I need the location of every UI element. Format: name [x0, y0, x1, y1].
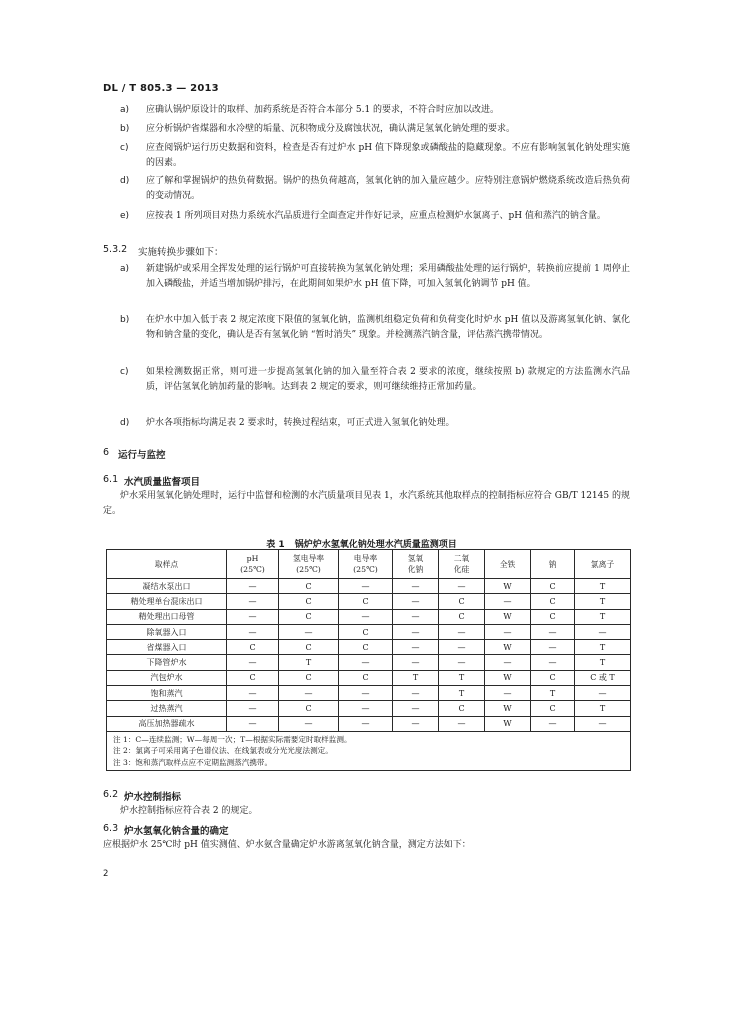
- table-cell: —: [575, 686, 631, 701]
- list-item-label: c): [120, 367, 129, 377]
- section-number: 5.3.2: [103, 244, 128, 255]
- table-cell: —: [393, 609, 439, 624]
- table-cell: W: [485, 716, 531, 731]
- table-note: 注 3：饱和蒸汽取样点应不定期监测蒸汽携带。: [113, 757, 273, 767]
- list-item-label: c): [120, 143, 129, 153]
- table-cell: C: [531, 701, 575, 716]
- table-cell: —: [531, 624, 575, 639]
- table-cell: —: [227, 609, 279, 624]
- table-cell: —: [439, 624, 485, 639]
- page-number: 2: [103, 869, 109, 879]
- table-cell: C: [439, 609, 485, 624]
- table-cell: W: [485, 579, 531, 594]
- monitoring-table: [106, 549, 631, 771]
- table-column-header: 电导率 (25℃): [339, 550, 393, 579]
- table-cell: C: [339, 640, 393, 655]
- table-cell: —: [393, 624, 439, 639]
- list-item: [120, 209, 630, 224]
- table-cell: C: [279, 670, 339, 685]
- table-cell: T: [531, 686, 575, 701]
- table-cell: —: [227, 655, 279, 670]
- paragraph: 炉水控制指标应符合表 2 的规定。: [120, 806, 258, 816]
- table-cell: —: [227, 594, 279, 609]
- table-cell: —: [393, 686, 439, 701]
- table-cell: C: [339, 670, 393, 685]
- list-item: [120, 365, 630, 395]
- table-cell: —: [393, 640, 439, 655]
- list-item-text: 新建锅炉或采用全挥发处理的运行锅炉可直接转换为氢氧化钠处理；采用磷酸盐处理的运行锅炉，转换前应提前 1 周停止加入磷酸盐，并适当增加锅炉排污，在此期间如果炉水 pH 值下降，可加入氢氧化钠调节 pH 值。: [146, 264, 630, 290]
- table-cell: W: [485, 609, 531, 624]
- table-cell: C: [227, 640, 279, 655]
- table-cell: T: [575, 640, 631, 655]
- list-item-label: d): [120, 418, 130, 428]
- table-row: [107, 701, 631, 716]
- table-cell: T: [575, 701, 631, 716]
- table-cell: T: [439, 670, 485, 685]
- table-cell: —: [227, 624, 279, 639]
- table-cell: —: [393, 655, 439, 670]
- list-item-text: 应了解和掌握锅炉的热负荷数据。锅炉的热负荷越高，氢氧化钠的加入量应越少。应特别注意锅炉燃烧系统改造后热负荷的变动情况。: [146, 176, 630, 202]
- table-cell: T: [393, 670, 439, 685]
- paragraph: 炉水采用氢氧化钠处理时，运行中监督和检测的水汽质量项目见表 1，水汽系统其他取样点的控制指标应符合 GB/T 12145 的规定。: [103, 491, 630, 517]
- table-cell: —: [393, 579, 439, 594]
- table-row: [107, 686, 631, 701]
- list-item: [120, 416, 630, 431]
- table-cell: —: [575, 624, 631, 639]
- list-item-label: b): [120, 124, 130, 134]
- table-cell: —: [339, 716, 393, 731]
- table-title: 锅炉炉水氢氧化钠处理水汽质量监测项目: [294, 540, 457, 550]
- sampling-point-cell: 省煤器入口: [107, 640, 227, 655]
- table-cell: W: [485, 701, 531, 716]
- table-column-header: 全铁: [485, 550, 531, 579]
- list-item: [120, 103, 630, 118]
- table-cell: —: [279, 716, 339, 731]
- section-title: 水汽质量监督项目: [124, 477, 201, 488]
- sampling-point-cell: 饱和蒸汽: [107, 686, 227, 701]
- table-cell: —: [531, 640, 575, 655]
- table-cell: —: [339, 579, 393, 594]
- table-cell: W: [485, 640, 531, 655]
- sampling-point-cell: 汽包炉水: [107, 670, 227, 685]
- section-title: 运行与监控: [118, 450, 166, 461]
- sampling-point-cell: 高压加热器疏水: [107, 716, 227, 731]
- table-row: [107, 609, 631, 624]
- sampling-point-cell: 精处理出口母管: [107, 609, 227, 624]
- section-number: 6: [103, 447, 110, 458]
- table-cell: C: [279, 579, 339, 594]
- table-cell: —: [393, 716, 439, 731]
- table-cell: —: [279, 686, 339, 701]
- table-cell: C: [227, 670, 279, 685]
- table-column-header: 氢氧 化钠: [393, 550, 439, 579]
- table-cell: C: [279, 701, 339, 716]
- sampling-point-cell: 下降管炉水: [107, 655, 227, 670]
- paragraph: 应根据炉水 25℃时 pH 值实测值、炉水氨含量确定炉水游离氢氧化钠含量，测定方法如下：: [103, 840, 471, 850]
- table-cell: C: [439, 594, 485, 609]
- table-cell: —: [485, 624, 531, 639]
- table-cell: C: [339, 594, 393, 609]
- sampling-point-cell: 精处理单台混床出口: [107, 594, 227, 609]
- list-item-label: e): [120, 211, 130, 221]
- section-title: 实施转换步骤如下：: [138, 247, 224, 258]
- table-cell: C: [531, 670, 575, 685]
- table-cell: —: [485, 686, 531, 701]
- table-cell: —: [439, 716, 485, 731]
- table-header-row: [107, 550, 631, 579]
- table-row: [107, 579, 631, 594]
- section-title: 炉水氢氧化钠含量的确定: [124, 826, 229, 837]
- list-item-label: d): [120, 176, 130, 186]
- section-number: 6.3: [103, 823, 119, 834]
- table-cell: —: [485, 594, 531, 609]
- table-cell: —: [227, 701, 279, 716]
- table-row: [107, 670, 631, 685]
- document-number: DL / T 805.3 — 2013: [103, 83, 219, 94]
- table-cell: —: [485, 655, 531, 670]
- sampling-point-cell: 除氧器入口: [107, 624, 227, 639]
- table-cell: W: [485, 670, 531, 685]
- section-number: 6.1: [103, 474, 119, 485]
- table-cell: T: [575, 579, 631, 594]
- list-item: [120, 141, 630, 171]
- table-cell: —: [439, 640, 485, 655]
- table-cell: —: [575, 716, 631, 731]
- table-column-header: pH (25℃): [227, 550, 279, 579]
- table-cell: —: [227, 686, 279, 701]
- table-cell: —: [339, 686, 393, 701]
- section-number: 6.2: [103, 789, 119, 800]
- table-column-header: 取样点: [107, 550, 227, 579]
- list-item: [120, 122, 630, 137]
- table-cell: C: [531, 594, 575, 609]
- table-row: [107, 640, 631, 655]
- table-cell: —: [531, 655, 575, 670]
- table-cell: C: [279, 609, 339, 624]
- list-item: [120, 313, 630, 343]
- table-cell: T: [575, 594, 631, 609]
- table-column-header: 钠: [531, 550, 575, 579]
- table-row: [107, 624, 631, 639]
- list-item-text: 应分析锅炉省煤器和水冷壁的垢量、沉积物成分及腐蚀状况，确认满足氢氧化钠处理的要求。: [146, 124, 516, 134]
- table-column-header: 氯离子: [575, 550, 631, 579]
- table-cell: T: [279, 655, 339, 670]
- table-row: [107, 594, 631, 609]
- table-note: 注 1：C—连续监测；W—每周一次；T—根据实际需要定时取样监测。: [113, 734, 352, 744]
- table-cell: C: [279, 594, 339, 609]
- section-title: 炉水控制指标: [124, 792, 182, 803]
- table-cell: C: [339, 624, 393, 639]
- table-row: [107, 655, 631, 670]
- table-cell: C: [531, 579, 575, 594]
- table-cell: —: [339, 701, 393, 716]
- list-item-text: 炉水各项指标均满足表 2 要求时，转换过程结束，可正式进入氢氧化钠处理。: [146, 418, 455, 428]
- table-cell: —: [393, 701, 439, 716]
- table-cell: —: [227, 716, 279, 731]
- table-number: 表 1: [266, 540, 285, 550]
- table-column-header: 二氧 化硅: [439, 550, 485, 579]
- table-cell: C: [439, 701, 485, 716]
- list-item-text: 应查阅锅炉运行历史数据和资料，检查是否有过炉水 pH 值下降现象或磷酸盐的隐藏现象。不应有影响氢氧化钠处理实施的因素。: [146, 143, 630, 169]
- table-cell: T: [575, 609, 631, 624]
- list-item: [120, 174, 630, 204]
- list-item-label: a): [120, 105, 130, 115]
- table-column-header: 氢电导率 (25℃): [279, 550, 339, 579]
- table-notes-row: [107, 731, 631, 771]
- table-cell: —: [439, 655, 485, 670]
- list-item: [120, 262, 630, 292]
- table-cell: —: [393, 594, 439, 609]
- sampling-point-cell: 凝结水泵出口: [107, 579, 227, 594]
- list-item-text: 应按表 1 所列项目对热力系统水汽品质进行全面查定并作好记录，应重点检测炉水氯离子、pH 值和蒸汽的钠含量。: [146, 211, 606, 221]
- list-item-text: 在炉水中加入低于表 2 规定浓度下限值的氢氧化钠，监测机组稳定负荷和负荷变化时炉水 pH 值以及游离氢氧化钠、氯化物和钠含量的变化，确认是否有氢氧化钠 “暂时消失” 现象。并检测蒸汽钠含量，评估蒸汽携带情况。: [146, 315, 630, 341]
- list-item-label: a): [120, 264, 130, 274]
- table-cell: T: [575, 655, 631, 670]
- table-cell: T: [439, 686, 485, 701]
- list-item-label: b): [120, 315, 130, 325]
- table-notes: [107, 731, 631, 771]
- table-cell: —: [339, 655, 393, 670]
- table-cell: —: [339, 609, 393, 624]
- list-item-text: 应确认锅炉原设计的取样、加药系统是否符合本部分 5.1 的要求，不符合时应加以改进。: [146, 105, 500, 115]
- table-cell: C 或 T: [575, 670, 631, 685]
- table-cell: —: [531, 716, 575, 731]
- table-cell: —: [439, 579, 485, 594]
- table-cell: C: [279, 640, 339, 655]
- table-row: [107, 716, 631, 731]
- table-cell: —: [279, 624, 339, 639]
- sampling-point-cell: 过热蒸汽: [107, 701, 227, 716]
- list-item-text: 如果检测数据正常，则可进一步提高氢氧化钠的加入量至符合表 2 要求的浓度，继续按照 b) 款规定的方法监测水汽品质，评估氢氧化钠加药量的影响。达到表 2 规定的要求，则可继续维持正常加药量。: [146, 367, 630, 393]
- table-cell: —: [227, 579, 279, 594]
- table-note: 注 2：氯离子可采用离子色谱仪法、在线氯表或分光光度法测定。: [113, 746, 333, 756]
- table-cell: C: [531, 609, 575, 624]
